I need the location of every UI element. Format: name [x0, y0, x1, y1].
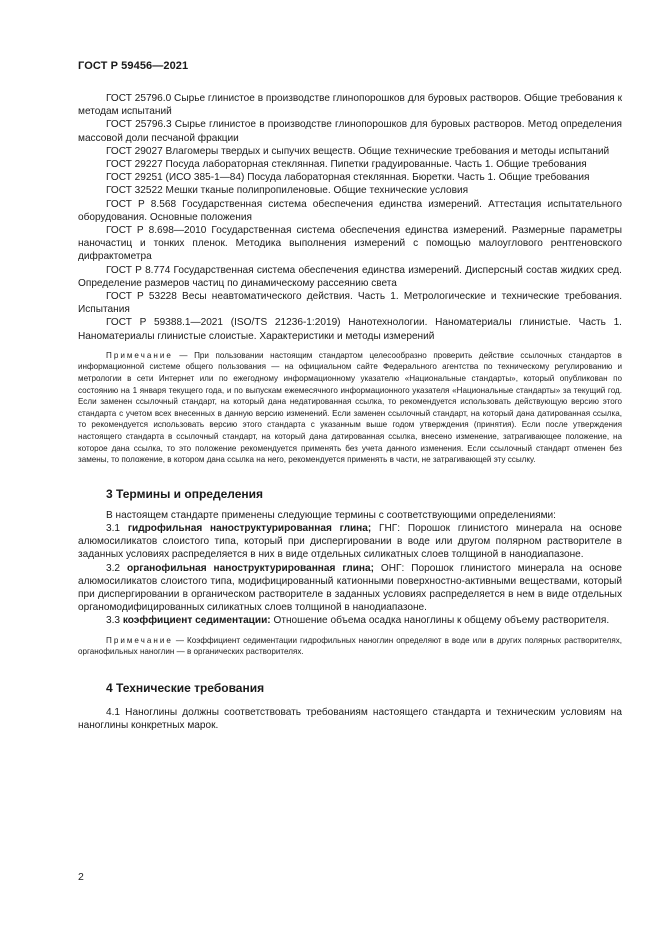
standard-header: ГОСТ Р 59456—2021	[78, 60, 189, 72]
reference-item: ГОСТ 32522 Мешки тканые полипропиленовые. Общие технические условия	[106, 185, 469, 197]
term-name: коэффициент седиментации:	[122, 615, 271, 627]
reference-item: ГОСТ Р 8.774 Государственная система обеспечения единства измерений. Дисперсный состав жидких сред. Определение размеров частиц по динамическому рассеянию света	[78, 264, 622, 289]
reference-item: ГОСТ Р 53228 Весы неавтоматического действия. Часть 1. Метрологические и технические требования. Испытания	[78, 291, 622, 316]
section-3-heading: 3 Термины и определения	[106, 486, 264, 501]
note-text: — Коэффициент седиментации гидрофильных наноглин определяют в воде или в других полярных растворителях, органофильных наноглин — в органических растворителях.	[78, 635, 622, 657]
reference-item: ГОСТ 25796.0 Сырье глинистое в производстве глинопорошков для буровых растворов. Общие требования к методам испытаний	[78, 93, 622, 118]
references-note	[78, 350, 622, 466]
term-name: органофильная наноструктурированная глина;	[126, 562, 374, 574]
term-definition: 3.1 гидрофильная наноструктурированная глина; ГНГ: Порошок глинистого минерала на основе алюмосиликатов слоистого типа, который при диспергировании в воде или другом полярном растворителе в заданных условиях распределяется в них в виде отдельных силикатных слоев толщиной в нанодиапазоне.	[78, 523, 622, 561]
page-number: 2	[78, 871, 84, 883]
reference-item: ГОСТ Р 8.698—2010 Государственная система обеспечения единства измерений. Размерные параметры наночастиц и тонких пленок. Методика выполнения измерений с помощью малоуглового рентгеновского дифрактометра	[78, 225, 622, 263]
reference-item: ГОСТ 29251 (ИСО 385-1—84) Посуда лабораторная стеклянная. Бюретки. Часть 1. Общие требования	[106, 172, 590, 184]
term-name: гидрофильная наноструктурированная глина;	[127, 523, 372, 534]
section-4-heading: 4 Технические требования	[106, 680, 265, 695]
reference-item: ГОСТ Р 8.568 Государственная система обеспечения единства измерений. Аттестация испытательного оборудования. Основные положения	[78, 198, 622, 223]
section-3-intro: В настоящем стандарте применены следующие термины с соответствующими определениями:	[106, 509, 556, 521]
term-definition: 3.2 органофильная наноструктурированная глина; ОНГ: Порошок глинистого минерала на основе алюмосиликатов слоистого типа, модифицированный катионными поверхностно-активными веществами, который при диспергировании в органическом растворителе в заданных условиях распределяется в нем в виде отдельных органомодифицированных силикатных слоев толщиной в нанодиапазоне.	[78, 562, 622, 614]
reference-item: ГОСТ 25796.3 Сырье глинистое в производстве глинопорошков для буровых растворов. Метод определения массовой доли песчаной фракции	[78, 119, 622, 144]
note-text: — При пользовании настоящим стандартом целесообразно проверить действие ссылочных стандартов в информационной системе общего пользования — на официальном сайте Федерального агентства по техническому регулированию и метрологии в сети Интернет или по ежегодному информационному указателю «Национальные стандарты», который опубликован по состоянию на 1 января текущего года, и по выпускам ежемесячного информационного указателя «Национальные стандарты» за текущий год. Если заменен ссылочный стандарт, на который дана недатированная ссылка, то рекомендуется использовать действующую версию этого стандарта с учетом всех внесенных в данную версию изменений. Если заменен ссылочный стандарт, на который дана датированная ссылка, то рекомендуется использовать версию этого стандарта с указанным выше годом утверждения (принятия). Если после утверждения настоящего стандарта в ссылочный стандарт, на который дана датированная ссылка, внесено изменение, затрагивающее положение, на которое дана ссылка, то это положение рекомендуется применять без учета данного изменения. Если ссылочный стандарт отменен без замены, то положение, в котором дана ссылка на него, рекомендуется применять в части, не затрагивающей эту ссылку.	[78, 350, 622, 465]
document-body	[78, 92, 622, 732]
section-3-note	[78, 635, 622, 658]
note-label: Примечание	[106, 350, 173, 360]
section-4-paragraph: 4.1 Наноглины должны соответствовать требованиям настоящего стандарта и техническим условиям на наноглины конкретных марок.	[78, 706, 622, 732]
note-label: Примечание	[106, 635, 173, 645]
reference-item: ГОСТ 29027 Влагомеры твердых и сыпучих веществ. Общие технические требования и методы испытаний	[106, 145, 610, 157]
reference-item: ГОСТ Р 59388.1—2021 (ISO/TS 21236-1:2019) Нанотехнологии. Наноматериалы глинистые. Часть 1. Наноматериалы глинистые слоистые. Характеристики и методы измерений	[78, 317, 622, 342]
reference-item: ГОСТ 29227 Посуда лабораторная стеклянная. Пипетки градуированные. Часть 1. Общие требования	[106, 159, 587, 171]
term-definition: 3.3 коэффициент седиментации: Отношение объема осадка наноглины к общему объему растворителя.	[106, 615, 610, 627]
